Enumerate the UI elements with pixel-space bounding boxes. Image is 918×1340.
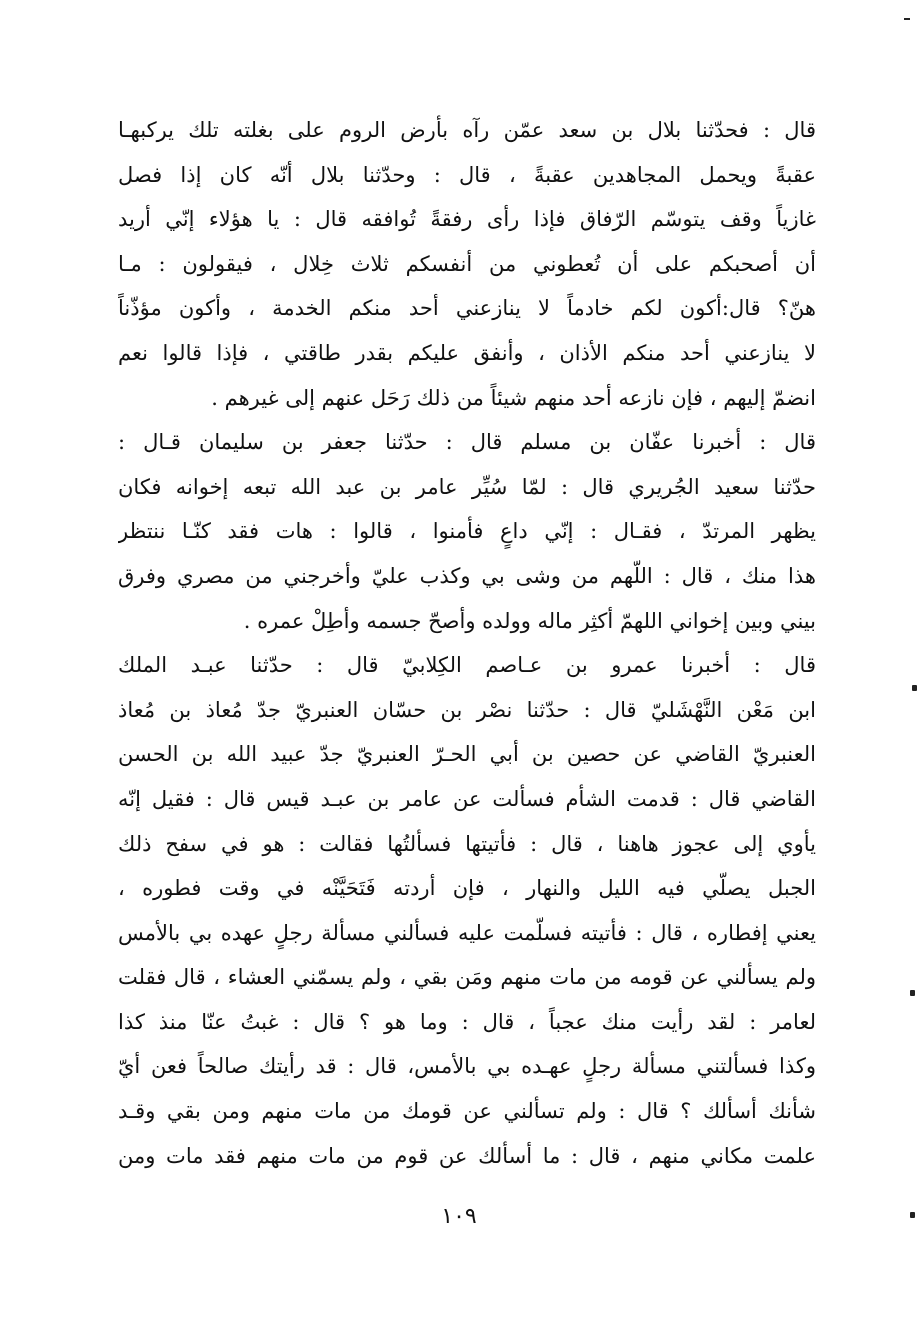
text-line: أن أصحبكم على أن تُعطوني من أنفسكم ثلاث خِلال ، فيقولون : مـا	[118, 251, 816, 276]
text-line: ولم يسألني عن قومه من مات منهم ومَن بقي ، ولم يسمّني العشاء ، قال فقلت	[118, 965, 816, 990]
text-line: قال : فحدّثنا بلال بن سعد عمّن رآه بأرض الروم على بغلته تلك يركبهـا	[118, 118, 816, 142]
text-line: هذا منك ، قال : اللّهم من وشى بي وكذب عليّ وأخرجني من مصري وفرق	[118, 563, 816, 588]
text-line: يعني إفطاره ، قال : فأتيته فسلّمت عليه فسألني مسألة رجلٍ عهده بي بالأمس	[118, 920, 816, 945]
scan-mark	[904, 18, 910, 20]
text-line: قال : أخبرنا عفّان بن مسلم قال : حدّثنا جعفر بن سليمان قـال :	[118, 430, 816, 455]
scan-speck	[910, 1212, 915, 1218]
text-line: القاضي قال : قدمت الشأم فسألت عن عامر بن عبـد قيس قال : فقيل إنّه	[118, 786, 816, 811]
page-number: ١٠٩	[441, 1204, 477, 1229]
text-line: لا ينازعني أحد منكم الأذان ، وأنفق عليكم بقدر طاقتي ، فإذا قالوا نعم	[118, 340, 816, 365]
text-line: الجبل يصلّي فيه الليل والنهار ، فإن أردته فَتَحَيَّنْه في وقت فطوره ،	[118, 876, 816, 901]
text-line: علمت مكاني منهم ، قال : ما أسألك عن قوم من مات منهم فقد مات ومن	[118, 1143, 816, 1168]
text-line: عقبةً ويحمل المجاهدين عقبةً ، قال : وحدّثنا بلال أنّه كان إذا فصل	[118, 162, 816, 187]
text-line: يظهر المرتدّ ، فقـال : إنّي داعٍ فأمنوا ، قالوا : هات فقد كنّـا ننتظر	[118, 519, 816, 544]
text-line: لعامر : لقد رأيت منك عجباً ، قال : وما هو ؟ قال : غبتُ عنّا منذ كذا	[118, 1009, 816, 1034]
text-line: شأنك أسألك ؟ قال : ولم تسألني عن قومك من مات منهم ومن بقي وقـد	[118, 1099, 816, 1124]
text-line: وكذا فسألتني مسألة رجلٍ عهـده بي بالأمس، قال : قد رأيتك صالحاً فعن أيّ	[118, 1054, 816, 1079]
arabic-text-block	[118, 108, 816, 1178]
text-line: انضمّ إليهم ، فإن نازعه أحد منهم شيئاً من ذلك رَحَل عنهم إلى غيرهم .	[211, 385, 816, 410]
text-line: حدّثنا سعيد الجُريري قال : لمّا سُيِّر عامر بن عبد الله تبعه إخوانه فكان	[118, 474, 816, 499]
text-line: غازياً وقف يتوسّم الرّفاق فإذا رأى رفقةً تُوافقه قال : يا هؤلاء إنّي أريد	[118, 207, 816, 232]
text-line: ابن مَعْن النَّهْشَليّ قال : حدّثنا نصْر بن حسّان العنبريّ جدّ مُعاذ بن مُعاذ	[118, 697, 816, 722]
text-line: هنّ؟ قال:أكون لكم خادماً لا ينازعني أحد منكم الخدمة ، وأكون مؤذّناً	[118, 296, 816, 321]
text-line: يأوي إلى عجوز هاهنا ، قال : فأتيتها فسألتُها فقالت : هو في سفح ذلك	[118, 831, 816, 856]
text-line: قال : أخبرنا عمرو بن عـاصم الكِلابيّ قال : حدّثنا عبـد الملك	[118, 653, 816, 678]
text-line: بيني وبين إخواني اللهمّ أكثِر ماله وولده وأصحّ جسمه وأطِلْ عمره .	[243, 608, 816, 633]
scan-speck	[910, 990, 915, 996]
scan-speck	[912, 685, 917, 691]
text-line: العنبريّ القاضي عن حصين بن أبي الحـرّ العنبريّ جدّ عبيد الله بن الحسن	[118, 742, 816, 767]
